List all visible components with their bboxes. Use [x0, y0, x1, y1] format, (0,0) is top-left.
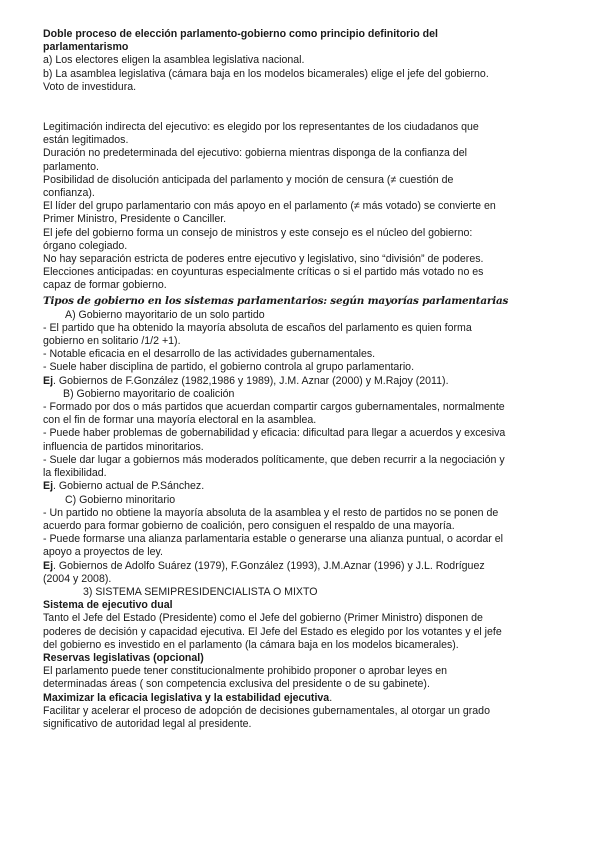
feature-line: Posibilidad de disolución anticipada del parlamento y moción de censura (≠ cuestión de	[43, 173, 454, 186]
section-3-line: determinadas áreas ( son competencia exclusiva del presidente o de su gabinete).	[43, 678, 430, 691]
types-heading: Tipos de gobierno en los sistemas parlamentarios: según mayorías parlamentarias	[43, 294, 509, 307]
feature-line: El líder del grupo parlamentario con más apoyo en el parlamento (≠ más votado) se convierte en	[43, 200, 496, 213]
example-label: Ej	[43, 374, 54, 387]
section-a-line: - Suele haber disciplina de partido, el gobierno controla al grupo parlamentario.	[43, 361, 415, 374]
section-b-example	[43, 480, 543, 493]
intro-line: a) Los electores eligen la asamblea legislativa nacional.	[43, 54, 305, 67]
section-3-line: poderes de decisión y capacidad ejecutiva. El Jefe del Estado es elegido por los votantes y el jefe	[43, 625, 502, 638]
section-b-heading: B) Gobierno mayoritario de coalición	[63, 387, 235, 400]
section-c-line: apoyo a proyectos de ley.	[43, 546, 163, 559]
section-3-sub1: Sistema de ejecutivo dual	[43, 599, 173, 612]
section-3-heading: 3) SISTEMA SEMIPRESIDENCIALISTA O MIXTO	[83, 585, 318, 598]
section-3-line: Tanto el Jefe del Estado (Presidente) como el Jefe del gobierno (Primer Ministro) disponen de	[43, 612, 483, 625]
feature-line: No hay separación estricta de poderes entre ejecutivo y legislativo, sino “división” de poderes.	[43, 253, 484, 266]
section-3-sub3-end: .	[329, 691, 333, 704]
section-c-example	[43, 560, 543, 573]
section-b-line: - Puede haber problemas de gobernabilidad y eficacia: dificultad para llegar a acuerdos y excesiva	[43, 427, 506, 440]
feature-line: Elecciones anticipadas: en coyunturas especialmente críticas o si el partido más votado no es	[43, 266, 484, 279]
section-b-line: - Suele dar lugar a gobiernos más moderados políticamente, que deben recurrir a la negociación y	[43, 453, 505, 466]
spacer	[43, 108, 543, 122]
section-c-example-cont: (2004 y 2008).	[43, 572, 112, 585]
example-label: Ej	[43, 559, 54, 572]
feature-line: El jefe del gobierno forma un consejo de ministros y este consejo es el núcleo del gobierno:	[43, 226, 473, 239]
feature-line: Duración no predeterminada del ejecutivo: gobierna mientras disponga de la confianza del	[43, 147, 468, 160]
section-3-line: El parlamento puede tener constitucionalmente prohibido proponer o aprobar leyes en	[43, 665, 448, 678]
example-text: . Gobierno actual de P.Sánchez.	[53, 480, 205, 493]
section-3-sub3: Maximizar la eficacia legislativa y la estabilidad ejecutiva	[43, 691, 330, 704]
section-b-line: - Formado por dos o más partidos que acuerdan compartir cargos gubernamentales, normalmente	[43, 401, 505, 414]
section-a-example	[43, 375, 543, 388]
title-line-1: Doble proceso de elección parlamento-gobierno como principio definitorio del	[43, 28, 438, 40]
spacer	[43, 94, 543, 108]
section-3-sub3-row	[43, 692, 543, 705]
section-3-sub2: Reservas legislativas (opcional)	[43, 651, 204, 664]
section-b-line: influencia de partidos minoritarios.	[43, 440, 204, 453]
section-c-line: - Un partido no obtiene la mayoría absoluta de la asamblea y el resto de partidos no se ponen de	[43, 506, 499, 519]
document-page	[43, 28, 543, 731]
title-line-2: parlamentarismo	[43, 41, 129, 54]
section-c-line: - Puede formarse una alianza parlamentaria estable o generarse una alianza puntual, o acordar el	[43, 533, 503, 546]
feature-line: órgano colegiado.	[43, 239, 128, 252]
section-b-line: la flexibilidad.	[43, 467, 107, 480]
section-a-line: gobierno en solitario /1/2 +1).	[43, 335, 181, 348]
intro-line: Voto de investidura.	[43, 80, 137, 93]
feature-line: capaz de formar gobierno.	[43, 279, 167, 292]
section-a-line: - Notable eficacia en el desarrollo de las actividades gubernamentales.	[43, 348, 376, 361]
section-a-heading: A) Gobierno mayoritario de un solo partido	[65, 308, 265, 321]
intro-line: b) La asamblea legislativa (cámara baja en los modelos bicamerales) elige el jefe del gobierno.	[43, 67, 489, 80]
section-3-line: significativo de autoridad legal al presidente.	[43, 717, 252, 730]
section-c-line: acuerdo para formar gobierno de coalición, pero consiguen el respaldo de una mayoría.	[43, 519, 455, 532]
section-c-heading: C) Gobierno minoritario	[65, 493, 176, 506]
example-text: . Gobiernos de Adolfo Suárez (1979), F.González (1993), J.M.Aznar (1996) y J.L. Rodríguez	[53, 559, 485, 572]
example-label: Ej	[43, 480, 54, 493]
feature-line: confianza).	[43, 187, 95, 200]
section-a-line: - El partido que ha obtenido la mayoría absoluta de escaños del parlamento es quien forma	[43, 321, 472, 334]
section-3-line: Facilitar y acelerar el proceso de adopción de decisiones gubernamentales, al otorgar un grado	[43, 704, 490, 717]
feature-line: parlamento.	[43, 160, 99, 173]
feature-line: están legitimados.	[43, 134, 129, 147]
example-text: . Gobiernos de F.González (1982,1986 y 1989), J.M. Aznar (2000) y M.Rajoy (2011).	[53, 374, 449, 387]
feature-line: Primer Ministro, Presidente o Canciller.	[43, 213, 227, 226]
section-b-line: con el fin de formar una mayoría electoral en la asamblea.	[43, 414, 317, 427]
section-3-line: del gobierno es investido en el parlamento (la cámara baja en los modelos bicamerales).	[43, 638, 459, 651]
feature-line: Legitimación indirecta del ejecutivo: es elegido por los representantes de los ciudadanos que	[43, 121, 479, 134]
